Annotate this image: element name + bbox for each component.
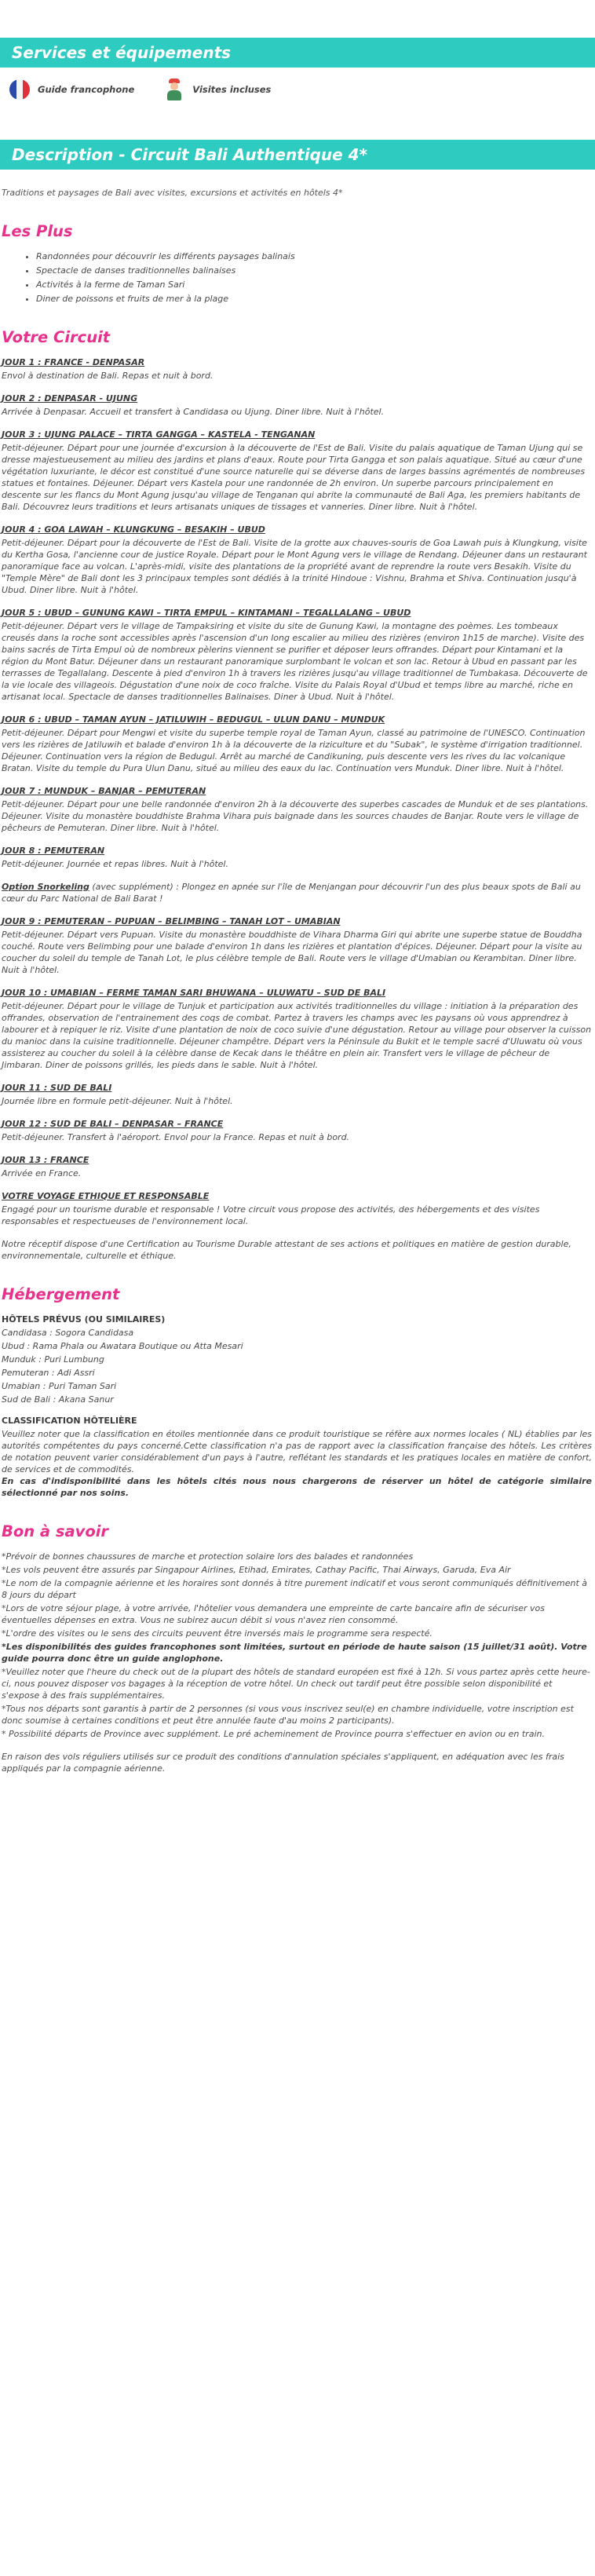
info-line: *Lors de votre séjour plage, à votre arrivée, l'hôtelier vous demandera une empreinte de carte bancaire afin de sécuriser vos éventuelles dépenses en extra. Vous ne subirez aucun débit si vous n'avez rien consommé. bbox=[2, 1603, 546, 1625]
service-item-guide bbox=[9, 79, 134, 100]
list-item: • Diner de poissons et fruits de mer à la plage bbox=[36, 293, 592, 305]
day-title: JOUR 12 : SUD DE BALI – DENPASAR – FRANCE bbox=[2, 1119, 224, 1129]
description-heading: Description - Circuit Bali Authentique 4* bbox=[0, 140, 595, 170]
services-list bbox=[0, 68, 595, 111]
info-line: *Les vols peuvent être assurés par Singapour Airlines, Etihad, Emirates, Cathay Pacific, Thai Airways, Garuda, Eva Air bbox=[2, 1565, 511, 1575]
day-title: JOUR 4 : GOA LAWAH – KLUNGKUNG – BESAKIH – UBUD bbox=[2, 524, 265, 535]
day-title: JOUR 9 : PEMUTERAN – PUPUAN – BELIMBING – TANAH LOT – UMABIAN bbox=[2, 916, 341, 926]
service-item-visites bbox=[164, 78, 271, 101]
service-label: Guide francophone bbox=[38, 83, 135, 95]
info-line-bold: *Les disponibilités des guides francophones sont limitées, surtout en période de haute saison (15 juillet/31 août). Votre guide pourra donc être un guide anglophone. bbox=[2, 1642, 587, 1664]
services-heading: Services et équipements bbox=[0, 38, 595, 68]
day-block bbox=[2, 524, 592, 596]
bon-a-savoir-block bbox=[2, 1551, 592, 1774]
day-text: Petit-déjeuner. Transfert à l'aéroport. Envol pour la France. Repas et nuit à bord. bbox=[2, 1132, 350, 1142]
voyage-text: Engagé pour un tourisme durable et responsable ! Votre circuit vous propose des activités, des hébergements et des visites responsables et respectueuses de l'environnement local. bbox=[2, 1204, 540, 1226]
day-text: Petit-déjeuner. Départ pour la découverte de l'Est de Bali. Visite de la grotte aux chauves-souris de Goa Lawah puis à Klungkung, visite du Kertha Gosa, l'ancienne cour de justice Royale. Départ pour le Mont Agung vers le village de Rendang. Déjeuner dans un restaurant panoramique face au volcan. L'après-midi, visite des plantations de la propriété avant de reprendre la route vers Besakih. Visite du "Temple Mère" de Bali dont les 3 principaux temples sont dédiés à la trinité Hindoue : Vishnu, Brahma et Shiva. Continuation jusqu'à Ubud. Diner libre. Nuit à l'hôtel. bbox=[2, 538, 587, 595]
day-text: Petit-déjeuner. Journée et repas libres. Nuit à l'hôtel. bbox=[2, 859, 228, 869]
hotel-item: Ubud : Rama Phala ou Awatara Boutique ou Atta Mesari bbox=[2, 1341, 243, 1351]
list-item: • Activités à la ferme de Taman Sari bbox=[36, 279, 592, 290]
option-block bbox=[2, 881, 592, 904]
info-line: *Le nom de la compagnie aérienne et les horaires sont donnés à titre purement indicatif et vous seront communiqués définitivement à 8 jours du départ bbox=[2, 1578, 588, 1600]
main-content bbox=[0, 187, 595, 1774]
hotel-item: Pemuteran : Adi Assri bbox=[2, 1368, 95, 1378]
info-line: *L'ordre des visites ou le sens des circuits peuvent être inversés mais le programme sera respecté. bbox=[2, 1628, 433, 1639]
info-line: *Tous nos départs sont garantis à partir de 2 personnes (si vous vous inscrivez seul(e) en chambre individuelle, votre inscription est donc soumise à certaines conditions et peut être annulée faute d'au moins 2 participants). bbox=[2, 1704, 574, 1726]
info-line: *Veuillez noter que l'heure du check out de la plupart des hôtels de standard européen est fixé à 12h. Si vous partez après cette heure-ci, nous pouvez disposer vos bagages à la réception de votre hôtel. Un check out tardif peut être possible selon disponibilité et s'expose à des frais supplémentaires. bbox=[2, 1667, 590, 1701]
day-block bbox=[2, 607, 592, 703]
day-title: JOUR 10 : UMABIAN – FERME TAMAN SARI BHUWANA – ULUWATU – SUD DE BALI bbox=[2, 988, 386, 998]
hotels-block bbox=[2, 1314, 592, 1405]
les-plus-heading: Les Plus bbox=[2, 222, 73, 240]
day-text: Arrivée en France. bbox=[2, 1168, 82, 1178]
intro-text: Traditions et paysages de Bali avec visites, excursions et activités en hôtels 4* bbox=[2, 188, 343, 198]
french-flag-icon bbox=[9, 79, 30, 100]
classification-text: Veuillez noter que la classification en étoiles mentionnée dans ce produit touristique se réfère aux normes locales ( NL) établies par les autorités compétentes du pays concerné.Cette classification n'a pas de rapport avec la classification française des hôtels. Les critères de notation peuvent varier considérablement d'un pays à l'autre, reflétant les standards et les pratiques locales en matière de confort, de services et de commodités. bbox=[2, 1429, 592, 1474]
hotels-title: HÔTELS PRÉVUS (OU SIMILAIRES) bbox=[2, 1314, 166, 1325]
day-block bbox=[2, 393, 592, 418]
info-line: *Prévoir de bonnes chaussures de marche et protection solaire lors des balades et randonnées bbox=[2, 1551, 414, 1562]
day-text: Petit-déjeuner. Départ pour une journée d'excursion à la découverte de l'Est de Bali. Visite du palais aquatique de Taman Ujung qui se dresse majestueusement au milieu des jardins et plans d'eaux. Route pour Tirta Gangga et son palais aquatique. Situé au cœur d'une végétation luxuriante, le décor est constitué d'une source naturelle qui se déverse dans de larges bassins agrémentés de nombreuses statues et fontaines. Déjeuner. Départ vers Kastela pour une randonnée de 2h environ. Un superbe parcours principalement en descente sur les flancs du Mont Agung jusqu'au village de Tenganan qui abrite la communauté de Bali Aga, les premiers habitants de Bali. Découvrez leurs traditions et leurs artisanats uniques de tissages et vanneries. Diner libre. Nuit à l'hôtel. bbox=[2, 443, 586, 512]
service-label: Visites incluses bbox=[192, 83, 272, 95]
day-title: JOUR 8 : PEMUTERAN bbox=[2, 846, 105, 856]
classification-title: CLASSIFICATION HÔTELIÈRE bbox=[2, 1416, 137, 1426]
voyage-block bbox=[2, 1190, 592, 1227]
guide-person-icon bbox=[164, 78, 184, 101]
day-text: Petit-déjeuner. Départ vers le village de Tampaksiring et visite du site de Gunung Kawi, la montagne des poèmes. Les tombeaux creusés dans la roche sont accessibles après l'ascension d'un long escalier au milieu des rizières (environ 1h15 de marche). Visite des bains sacrés de Tirta Empul où de nombreux pèlerins viennent se purifier et déposer leurs offrandes. Départ pour Kintamani et la région du Mont Batur. Déjeuner dans un restaurant panoramique surplombant le volcan et son lac. Retour à Ubud en passant par les terrasses de Tegallalang. Descente à pied d'environ 1h à travers les rizières jusqu'au village traditionnel de Tumbakasa. Découverte de la vie locale des villageois. Dégustation d'une noix de coco fraîche. Visite du Palais Royal d'Ubud et temps libre au marché, riche en artisanat local. Spectacle de danses traditionnelles Balinaises. Diner à Ubud. Nuit à l'hôtel. bbox=[2, 621, 588, 702]
circuit-heading: Votre Circuit bbox=[2, 328, 111, 346]
bon-a-savoir-heading: Bon à savoir bbox=[2, 1522, 109, 1540]
day-block bbox=[2, 785, 592, 834]
day-block bbox=[2, 1154, 592, 1179]
info-footer: En raison des vols réguliers utilisés sur ce produit des conditions d'annulation spéciales s'appliquent, en adéquation avec les frais appliqués par la compagnie aérienne. bbox=[2, 1752, 564, 1774]
day-title: JOUR 2 : DENPASAR - UJUNG bbox=[2, 393, 138, 404]
day-text: Petit-déjeuner. Départ pour une belle randonnée d'environ 2h à la découverte des superbes cascades de Munduk et de ses plantations. Déjeuner. Visite du monastère bouddhiste Brahma Vihara puis baignade dans les sources chaudes de Banjar. Route vers le village de pêcheurs de Pemuteran. Diner libre. Nuit à l'hôtel. bbox=[2, 799, 589, 833]
voyage-title: VOTRE VOYAGE ETHIQUE ET RESPONSABLE bbox=[2, 1191, 210, 1201]
voyage-certification: Notre réceptif dispose d'une Certification au Tourisme Durable attestant de ses actions et politiques en matière de gestion durable, environnementale, culturelle et éthique. bbox=[2, 1239, 571, 1261]
info-line: * Possibilité départs de Province avec supplément. Le pré acheminement de Province pourra s'effectuer en avion ou en train. bbox=[2, 1729, 545, 1739]
list-item: • Randonnées pour découvrir les différents paysages balinais bbox=[36, 250, 592, 262]
day-title: JOUR 1 : FRANCE - DENPASAR bbox=[2, 357, 145, 367]
les-plus-list bbox=[2, 250, 592, 305]
day-text: Arrivée à Denpasar. Accueil et transfert à Candidasa ou Ujung. Diner libre. Nuit à l'hôtel. bbox=[2, 407, 385, 417]
day-text: Petit-déjeuner. Départ pour Mengwi et visite du superbe temple royal de Taman Ayun, classé au patrimoine de l'UNESCO. Continuation vers les rizières de Jatiluwih et balade d'environ 1h à la découverte de la riziculture et du "Subak", le système d'irrigation traditionnel. Déjeuner. Continuation vers la région de Bedugul. Arrêt au marché de Candikuning, puis descente vers les rives du lac volcanique Bratan. Visite du temple du Pura Ulun Danu, situé au milieu des eaux du lac. Continuation vers Munduk. Diner libre. Nuit à l'hôtel. bbox=[2, 728, 586, 773]
day-text: Envol à destination de Bali. Repas et nuit à bord. bbox=[2, 371, 214, 381]
day-title: JOUR 3 : UJUNG PALACE – TIRTA GANGGA – KASTELA - TENGANAN bbox=[2, 429, 316, 440]
day-block bbox=[2, 915, 592, 976]
day-block bbox=[2, 845, 592, 870]
day-title: JOUR 11 : SUD DE BALI bbox=[2, 1083, 112, 1093]
day-block bbox=[2, 987, 592, 1071]
day-text: Journée libre en formule petit-déjeuner. Nuit à l'hôtel. bbox=[2, 1096, 233, 1106]
day-title: JOUR 5 : UBUD – GUNUNG KAWI – TIRTA EMPUL – KINTAMANI – TEGALLALANG – UBUD bbox=[2, 608, 411, 618]
day-block bbox=[2, 356, 592, 382]
hotel-item: Candidasa : Sogora Candidasa bbox=[2, 1328, 134, 1338]
classification-bold-text: En cas d'indisponibilité dans les hôtels cités nous nous chargerons de réserver un hôtel de catégorie similaire sélectionné par nos soins. bbox=[2, 1476, 592, 1498]
hotel-item: Umabian : Puri Taman Sari bbox=[2, 1381, 117, 1391]
day-block bbox=[2, 429, 592, 513]
day-block bbox=[2, 1082, 592, 1107]
day-text: Petit-déjeuner. Départ pour le village de Tunjuk et participation aux activités traditionnelles du village : initiation à la préparation des offrandes, observation de l'entrainement des coqs de combat. Partez à travers les champs avec les paysans où vous apprendrez à labourer et à repiquer le riz. Visite d'une plantation de noix de coco suivie d'une dégustation. Retour au village pour observer la cuisson du manioc dans la cuisine traditionnelle. Déjeuner champêtre. Départ vers la Péninsule du Bukit et le temple sacré d'Uluwatu où vous assisterez au coucher du soleil à la célèbre danse de Kecak dans le théâtre en plein air. Transfert vers le village de pêcheur de Jimbaran. Diner de poissons grillés, les pieds dans le sable. Nuit à l'hôtel. bbox=[2, 1001, 592, 1070]
list-item: • Spectacle de danses traditionnelles balinaises bbox=[36, 265, 592, 276]
day-block bbox=[2, 1118, 592, 1143]
option-title: Option Snorkeling bbox=[2, 882, 89, 892]
classification-block bbox=[2, 1415, 592, 1499]
hebergement-heading: Hébergement bbox=[2, 1285, 120, 1303]
day-block bbox=[2, 714, 592, 774]
hotel-item: Sud de Bali : Akana Sanur bbox=[2, 1394, 114, 1405]
hotel-item: Munduk : Puri Lumbung bbox=[2, 1354, 104, 1365]
day-text: Petit-déjeuner. Départ vers Pupuan. Visite du monastère bouddhiste de Vihara Dharma Giri qui abrite une superbe statue de Bouddha couché. Route vers Belimbing pour une balade d'environ 1h dans les rizières et plantation d'épices. Déjeuner. Départ pour la visite au coucher du soleil du temple de Tanah Lot, le plus célèbre temple de Bali. Route vers le village d'Umabian ou Kerambitan. Diner libre. Nuit à l'hôtel. bbox=[2, 930, 582, 975]
day-title: JOUR 13 : FRANCE bbox=[2, 1155, 89, 1165]
day-title: JOUR 7 : MUNDUK – BANJAR – PEMUTERAN bbox=[2, 786, 206, 796]
day-title: JOUR 6 : UBUD – TAMAN AYUN – JATILUWIH – BEDUGUL – ULUN DANU – MUNDUK bbox=[2, 714, 385, 725]
option-text: (avec supplément) : Plongez en apnée sur l'île de Menjangan pour découvrir l'un des plus beaux spots de Bali au cœur du Parc National de Bali Barat ! bbox=[2, 882, 581, 904]
